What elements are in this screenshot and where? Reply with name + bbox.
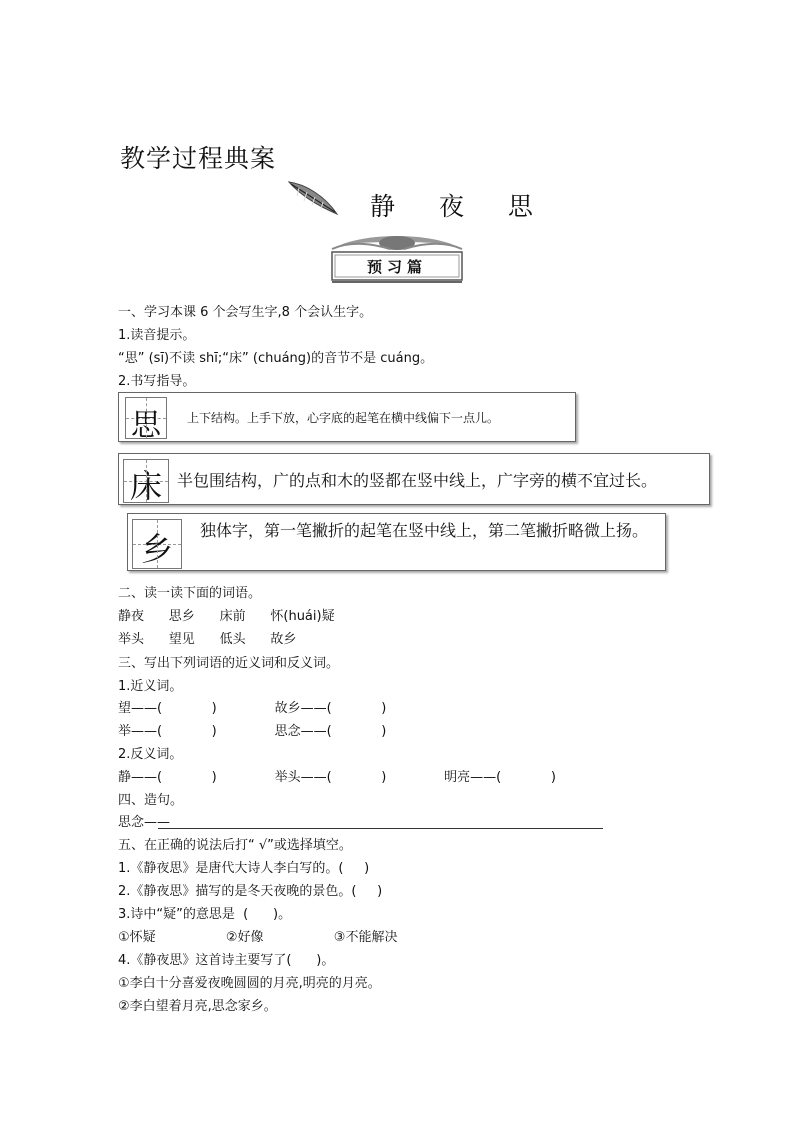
question-3-options: ①怀疑 ②好像 ③不能解决 [118,930,398,945]
section-banner-label: 预习篇 [366,258,427,276]
poem-title: 静 夜 思 [370,192,551,221]
question-1: 1.《静夜思》是唐代大诗人李白写的。( ) [118,861,370,876]
writing-guide-label: 2.书写指导。 [118,374,196,389]
synonym-row-2: 举——( ) 思念——( ) [118,724,387,739]
guide-character: 乡 [140,530,173,568]
guide-character: 床 [129,467,162,505]
guide-character: 思 [131,408,161,443]
pronunciation-note: “思” (sī)不读 shī;“床” (chuáng)的音节不是 cuáng。 [118,351,434,366]
question-3: 3.诗中“疑”的意思是 ( )。 [118,907,292,922]
word-row-2: 举头 望见 低头 故乡 [118,632,297,647]
tianzige-grid [132,519,182,569]
antonym-row: 静——( ) 举头——( ) 明亮——( ) [118,770,556,785]
part1-heading: 一、学习本课 6 个会写生字,8 个会认生字。 [118,305,373,320]
tianzige-grid [125,397,167,443]
quill-pen-icon [285,178,341,218]
synonym-row-1: 望——( ) 故乡——( ) [118,701,387,716]
part3-heading: 三、写出下列词语的近义词和反义词。 [118,656,340,671]
page-heading: 教学过程典案 [120,144,277,173]
reading-tips-label: 1.读音提示。 [118,328,196,343]
question-4-option-2: ②李白望着月亮,思念家乡。 [118,999,277,1014]
question-4-option-1: ①李白十分喜爱夜晚圆圆的月亮,明亮的月亮。 [118,976,381,991]
sentence-prompt: 思念—— [118,815,171,830]
part5-heading: 五、在正确的说法后打“ √”或选择填空。 [118,838,352,853]
question-4: 4.《静夜思》这首诗主要写了( )。 [118,953,335,968]
guide-description: 半包围结构，广的点和木的竖都在竖中线上，广字旁的横不宜过长。 [177,471,658,490]
antonym-label: 2.反义词。 [118,747,183,762]
question-2: 2.《静夜思》描写的是冬天夜晚的景色。( ) [118,884,383,899]
guide-description: 独体字，第一笔撇折的起笔在竖中线上，第二笔撇折略微上扬。 [200,521,649,540]
synonym-label: 1.近义词。 [118,679,183,694]
answer-line [158,828,603,829]
part4-heading: 四、造句。 [118,793,184,808]
writing-guide-box-2 [118,453,710,505]
writing-guide-box-1 [118,392,576,442]
guide-description: 上下结构。上手下放，心字底的起笔在横中线偏下一点儿。 [187,411,500,425]
tianzige-grid [123,459,169,503]
part2-heading: 二、读一读下面的词语。 [118,586,262,601]
word-row-1: 静夜 思乡 床前 怀(huái)疑 [118,609,335,624]
writing-guide-box-3 [127,513,666,571]
